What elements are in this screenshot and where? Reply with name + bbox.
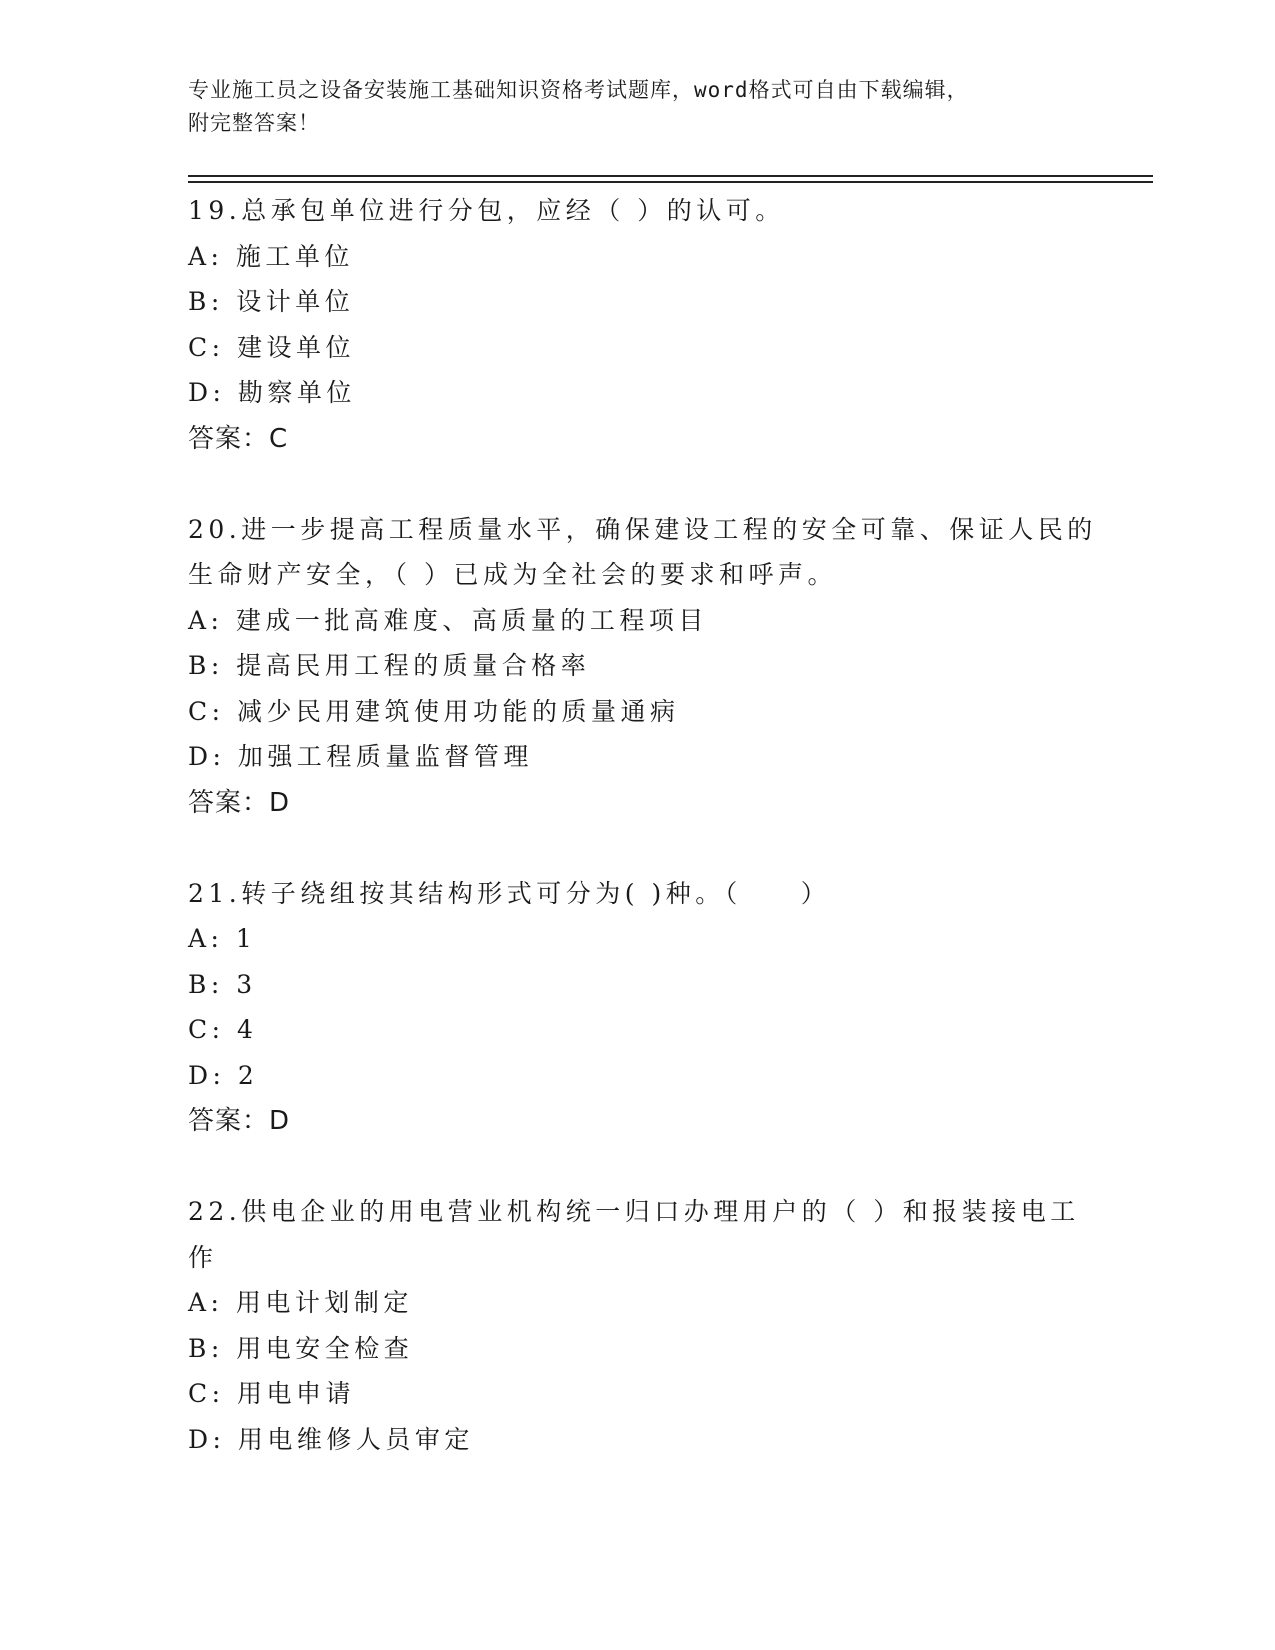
answer-option: D: 用电维修人员审定: [188, 1424, 474, 1454]
answer-option: A: 施工单位: [188, 241, 354, 271]
answer-option: B: 3: [188, 969, 257, 999]
answer-option: C: 4: [188, 1015, 258, 1044]
header-divider-top: [188, 175, 1153, 177]
answer-key: 答案：D: [188, 1106, 291, 1136]
answer-option: B: 用电安全检查: [188, 1333, 414, 1363]
answer-option: B: 提高民用工程的质量合格率: [188, 651, 591, 680]
answer-option: D: 2: [188, 1060, 259, 1090]
header-divider-bottom: [188, 181, 1153, 183]
question-list: [188, 188, 1097, 1507]
question-20: [188, 507, 1097, 826]
document-header: [188, 74, 1068, 140]
answer-option: A: 1: [188, 924, 257, 953]
answer-key: 答案：C: [188, 423, 289, 454]
answer-key: 答案：D: [188, 787, 291, 818]
question-stem: 19.总承包单位进行分包，应经（ ）的认可。: [188, 196, 785, 225]
question-stem: 作: [188, 1242, 218, 1272]
question-19: [188, 188, 1088, 462]
question-stem: 生命财产安全，（ ）已成为全社会的要求和呼声。: [188, 560, 837, 589]
question-stem: 22.供电企业的用电营业机构统一归口办理用户的（ ）和报装接电工: [188, 1197, 1080, 1226]
answer-option: C: 减少民用建筑使用功能的质量通病: [188, 696, 680, 726]
answer-option: A: 用电计划制定: [188, 1288, 413, 1317]
answer-option: C: 建设单位: [188, 332, 355, 362]
answer-option: C: 用电申请: [188, 1379, 355, 1408]
header-line-2: 附完整答案！: [188, 111, 320, 135]
answer-option: A: 建成一批高难度、高质量的工程项目: [188, 605, 708, 635]
answer-option: B: 设计单位: [188, 287, 355, 316]
question-stem: 21.转子绕组按其结构形式可分为( )种。（ ）: [188, 878, 831, 908]
question-stem: 20.进一步提高工程质量水平，确保建设工程的安全可靠、保证人民的: [188, 514, 1097, 544]
answer-option: D: 勘察单位: [188, 378, 356, 407]
answer-option: D: 加强工程质量监督管理: [188, 742, 533, 771]
question-22: [188, 1189, 1088, 1462]
header-line-1: 专业施工员之设备安装施工基础知识资格考试题库，word格式可自由下载编辑，: [188, 78, 969, 102]
question-21: [188, 871, 1088, 1145]
